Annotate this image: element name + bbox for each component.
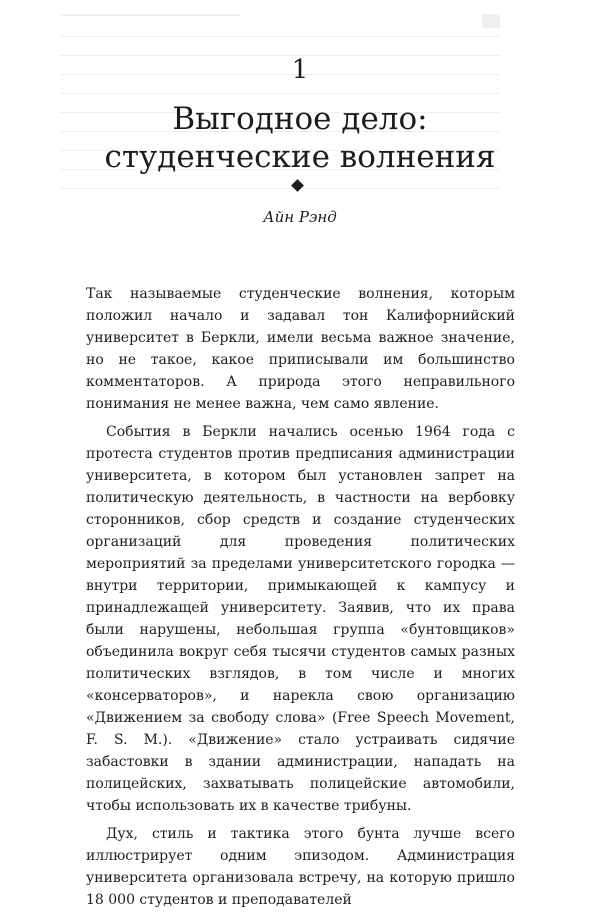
chapter-number: 1	[291, 55, 309, 85]
chapter-title	[0, 100, 600, 176]
paragraph: Дух, стиль и тактика этого бунта лучше всего иллюстрирует одним эпизодом. Администрация университета организовала встречу, на которую пришло 18 000 студентов и преподавателей	[86, 826, 515, 908]
chapter-author: Айн Рэнд	[263, 208, 337, 226]
body-text	[86, 283, 515, 917]
chapter-title-line-1: Выгодное дело:	[172, 101, 428, 137]
paragraph: События в Беркли начались осенью 1964 года с протеста студентов против предписания администрации университета, в котором был установлен запрет на политическую деятельность, в частности на вербовку сторонников, сбор средств и создание студенческих организаций для проведения политических мероприятий за пределами университетского городка — внутри территории, примыкающей к кампусу и принадлежащей университету. Заявив, что их права были нарушены, небольшая группа «бунтовщиков» объединила вокруг себя тысячи студентов самых разных политических взглядов, в том числе и многих «консерваторов», и нарекла свою организацию «Движением за свободу слова» (Free Speech Movement, F. S. M.). «Движение» стало устраивать сидячие забастовки в здании администрации, нападать на полицейских, захватывать полицейские автомобили, чтобы использовать их в качестве трибуны.	[86, 424, 515, 814]
paragraph: Так называемые студенческие волнения, которым положил начало и задавал тон Калифорнийский университет в Беркли, имели весьма важное значение, но не такое, какое приписывали им большинство комментаторов. А природа этого неправильного понимания не менее важна, чем само явление.	[86, 286, 515, 412]
chapter-title-line-2: студенческие волнения	[104, 139, 496, 175]
